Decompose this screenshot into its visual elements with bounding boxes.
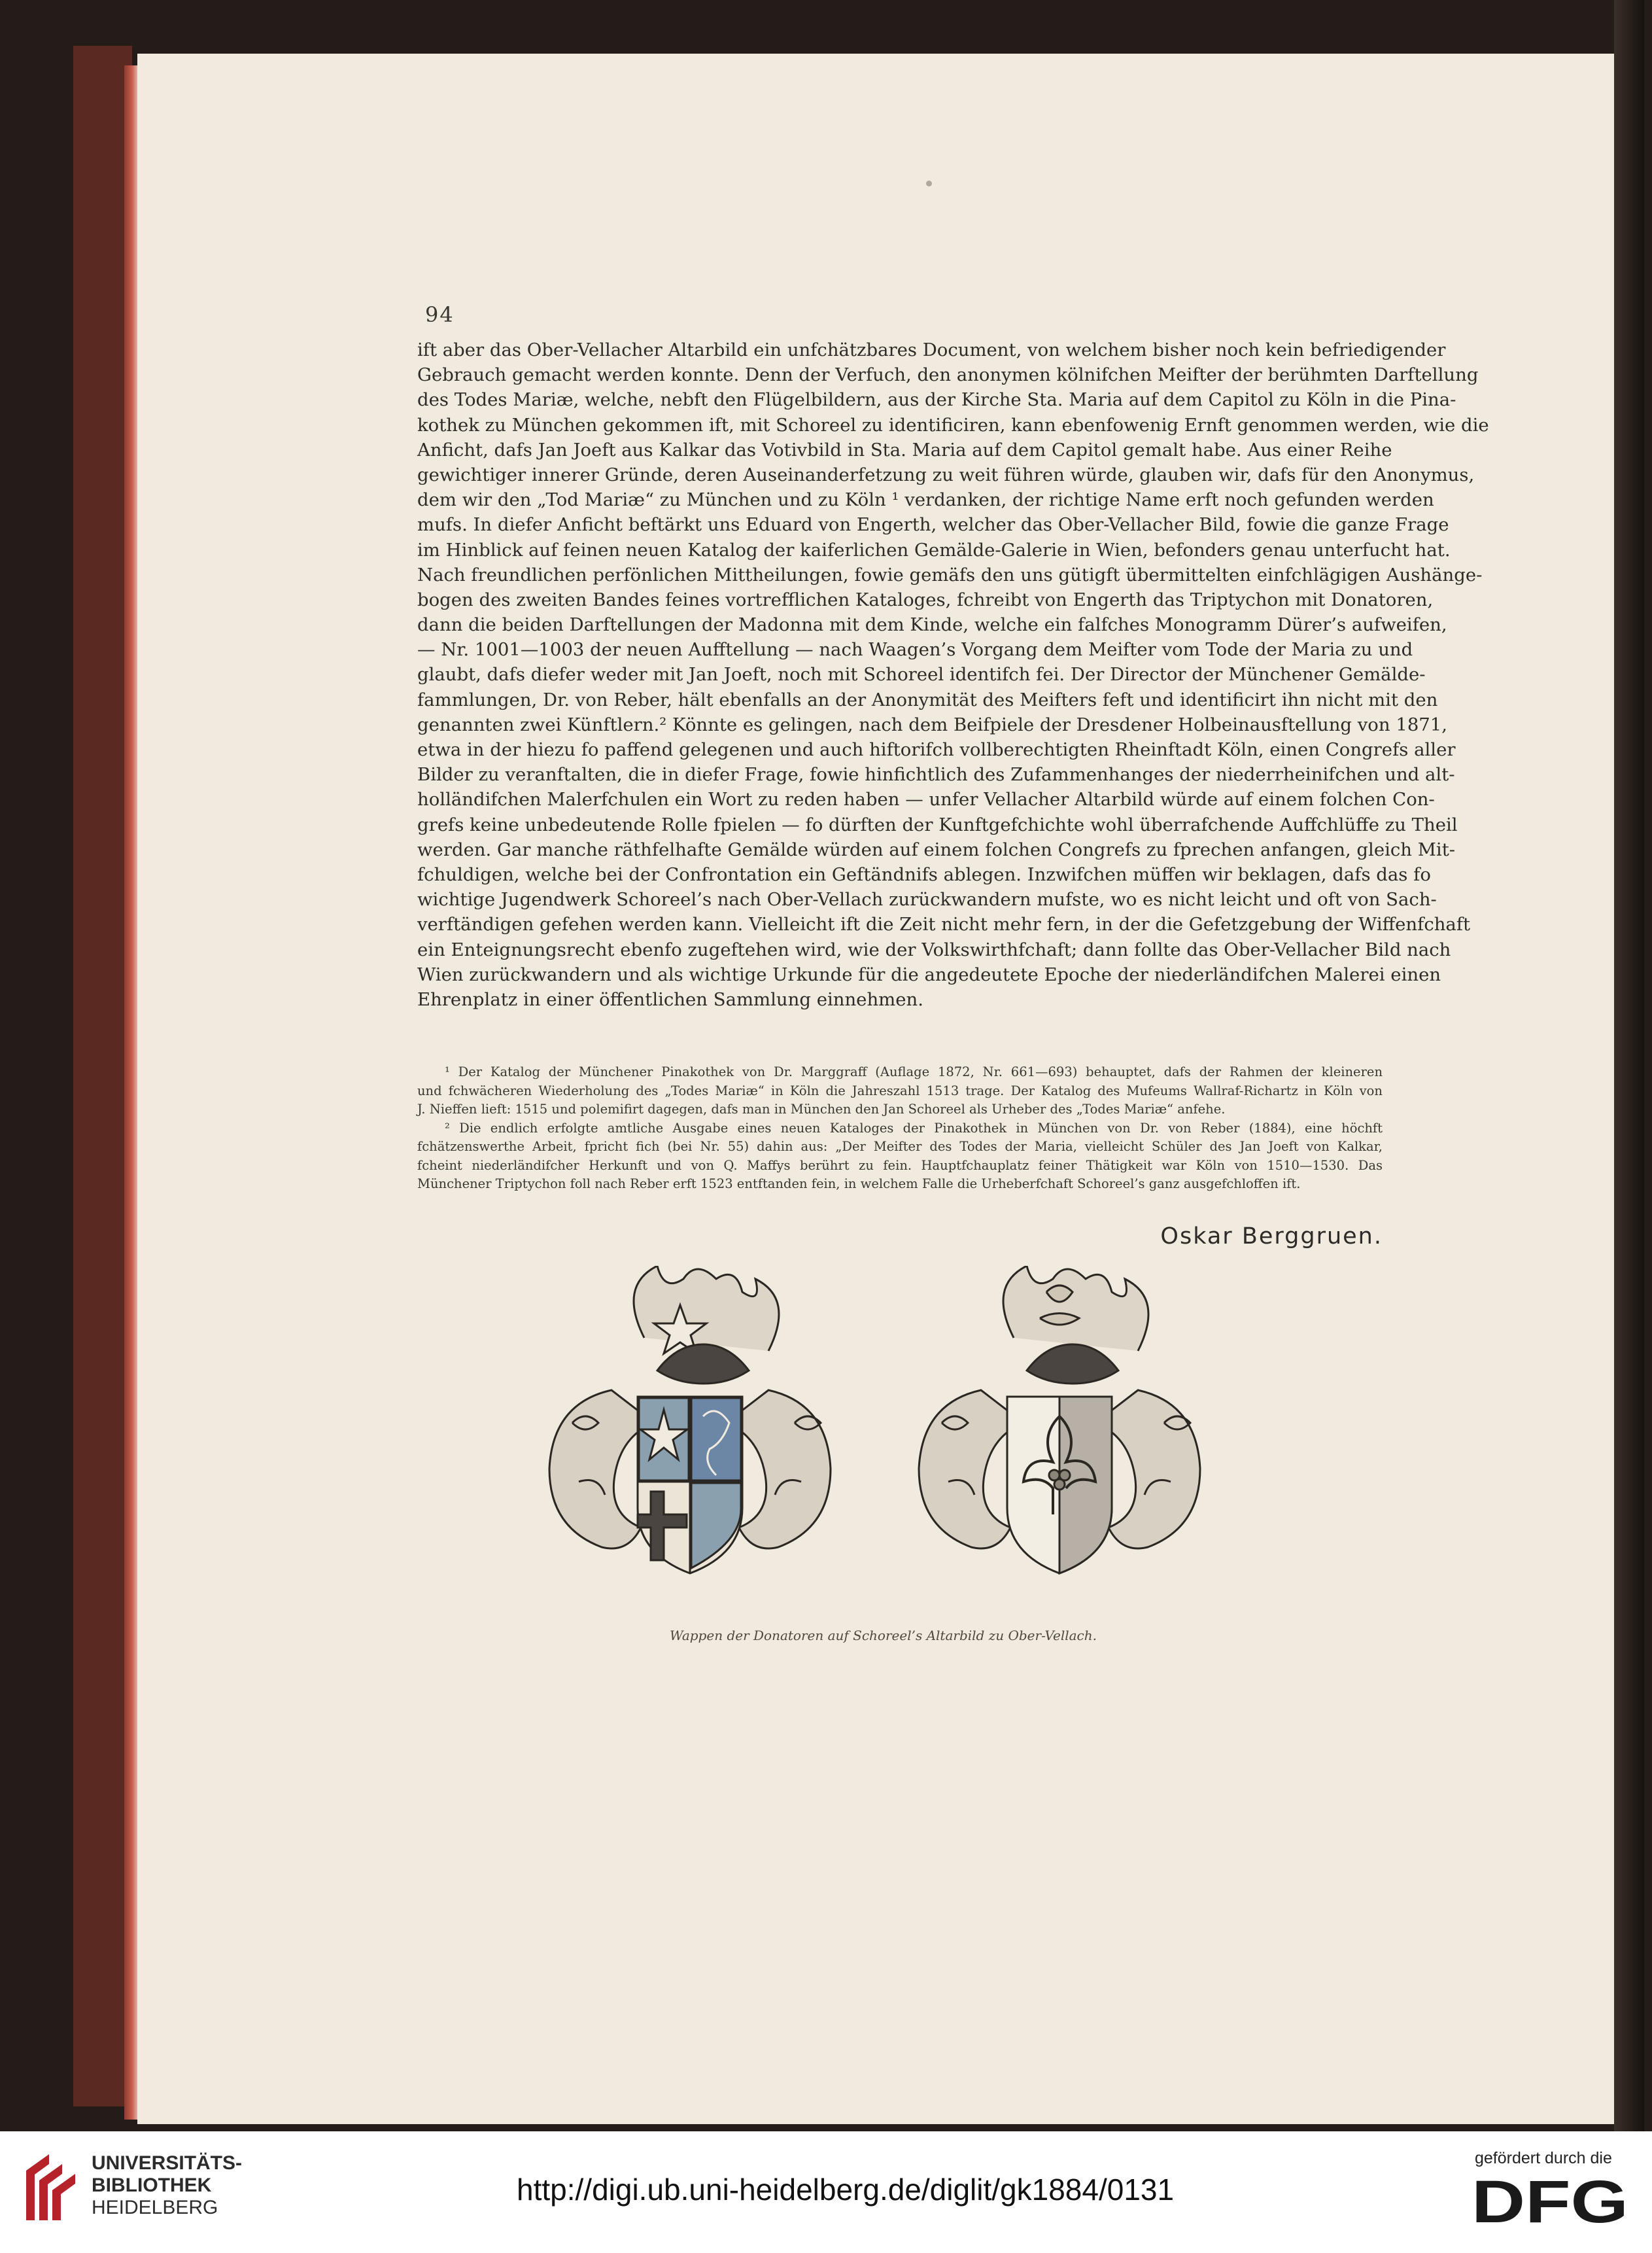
dfg-logo <box>1471 2175 1632 2227</box>
footnote-line: ¹ Der Katalog der Münchener Pinakothek von Dr. Marggraff (Auflage 1872, Nr. 661—693) behauptet, dafs der Rahmen der kleineren <box>445 1064 1383 1079</box>
footnote-line: und fchwächeren Wiederholung des „Todes Mariæ“ in Köln die Jahreszahl 1513 trage. Der Katalog des Mufeums Wallraf-Richartz in Köln von <box>417 1083 1383 1098</box>
dfg-logo-text: DFG <box>1471 2175 1628 2227</box>
footnote-line: ² Die endlich erfolgte amtliche Ausgabe eines neuen Kataloges der Pinakothek in München von Dr. von Reber (1884), eine höchft <box>445 1120 1383 1136</box>
coats-of-arms-illustration <box>546 1266 1216 1613</box>
body-line: Wien zurückwandern und als wichtige Urkunde für die angedeutete Epoche der niederländifchen Malerei einen <box>417 964 1441 985</box>
footnote-line: Münchener Triptychon foll nach Reber erft 1523 entftanden fein, in welchem Falle die Urheberfchaft Schoreel’s ganz ausgefchloffen ift. <box>417 1176 1301 1191</box>
body-line: grefs keine unbedeutende Rolle fpielen — fo dürften der Kunftgefchichte wohl überrafchende Auffchlüffe zu Theil <box>417 814 1458 835</box>
footnotes <box>417 1063 1383 1194</box>
body-line: Gebrauch gemacht werden konnte. Denn der Verfuch, den anonymen kölnifchen Meifter der berühmten Darftellung <box>417 364 1479 386</box>
body-line: Anficht, dafs Jan Joeft aus Kalkar das Votivbild in Sta. Maria auf dem Capitol gemalt habe. Aus einer Reihe <box>417 439 1392 461</box>
body-line: glaubt, dafs diefer weder mit Jan Joeft, noch mit Schoreel identifch fei. Der Director der Münchener Gemälde- <box>417 664 1426 686</box>
page-speck <box>926 181 932 186</box>
body-line: fammlungen, Dr. von Reber, hält ebenfalls an der Anonymität des Meifters feft und identificirt ihn nicht mit den <box>417 689 1438 710</box>
body-line: ift aber das Ober-Vellacher Altarbild ein unfchätzbares Document, von welchem bisher noch kein befriedigender <box>417 340 1446 360</box>
body-line: dem wir den „Tod Mariæ“ zu München und zu Köln ¹ verdanken, der richtige Name erft noch gefunden werden <box>417 489 1434 511</box>
body-line: verftändigen gefehen werden kann. Vielleicht ift die Zeit nicht mehr fern, in der die Gefetzgebung der Wiffenfchaft <box>417 914 1471 935</box>
illustration-caption: Wappen der Donatoren auf Schoreel’s Altarbild zu Ober-Vellach. <box>670 1628 1097 1643</box>
body-line: mufs. In diefer Anficht beftärkt uns Eduard von Engerth, welcher das Ober-Vellacher Bild, fowie die ganze Frage <box>417 514 1449 536</box>
footnote-line: J. Nieffen lieft: 1515 und polemifirt dagegen, dafs man in München den Jan Schoreel als Urheber des „Todes Mariæ“ anfehe. <box>417 1102 1226 1117</box>
body-line: bogen des zweiten Bandes feines vortrefflichen Kataloges, fchreibt von Engerth das Triptychon mit Donatoren, <box>417 589 1434 610</box>
body-line: ein Enteignungsrecht ebenfo zugeftehen wird, wie der Volkswirthfchaft; dann follte das Ober-Vellacher Bild nach <box>417 939 1451 960</box>
library-name <box>92 2152 242 2219</box>
footnote-line: fcheint niederländifcher Herkunft und von Q. Maffys berührt zu fein. Hauptfchauplatz feiner Thätigkeit war Köln von 1510—1530. Das <box>417 1157 1383 1173</box>
body-line: genannten zwei Künftlern.² Könnte es gelingen, nach dem Beifpiele der Dresdener Holbeinausftellung von 1871, <box>417 714 1448 735</box>
author-signature: Oskar Berggruen. <box>1160 1223 1383 1249</box>
body-line: fchuldigen, welche bei der Confrontation ein Geftändnifs ablegen. Inzwifchen müffen wir beklagen, dafs das fo <box>417 864 1431 885</box>
library-name-line: BIBLIOTHEK <box>92 2174 212 2196</box>
book-cover-edge <box>73 46 132 2106</box>
body-line: — Nr. 1001—1003 der neuen Aufftellung — nach Waagen’s Vorgang dem Meifter vom Tode der Maria zu und <box>417 639 1413 661</box>
page-right-shadow <box>1614 0 1644 2131</box>
library-name-line: HEIDELBERG <box>92 2197 218 2218</box>
coat-of-arms-left <box>549 1266 831 1573</box>
body-line: holländifchen Malerfchulen ein Wort zu reden haben — unfer Vellacher Altarbild würde auf einem folchen Con- <box>417 789 1435 811</box>
funded-by-label: gefördert durch die <box>1475 2149 1612 2167</box>
body-line: Ehrenplatz in einer öffentlichen Sammlung einnehmen. <box>417 988 923 1010</box>
body-text <box>417 338 1489 1012</box>
body-line: dann die beiden Darftellungen der Madonna mit dem Kinde, welche ein falfches Monogramm Dürer’s aufweifen, <box>417 614 1447 636</box>
footnote-line: fchätzenswerthe Arbeit, fpricht fich (bei Nr. 55) dahin aus: „Der Meifter des Todes der Maria, vielleicht Schüler des Jan Joeft von Kalkar, <box>417 1139 1383 1154</box>
library-name-line: UNIVERSITÄTS- <box>92 2152 243 2174</box>
library-logo-icon <box>20 2148 82 2229</box>
body-line: gewichtiger innerer Gründe, deren Auseinanderfetzung zu weit führen würde, glauben wir, dafs für den Anonymus, <box>417 464 1475 485</box>
body-line: wichtige Jugendwerk Schoreel’s nach Ober-Vellach zurückwandern mufste, wo es nicht leicht und oft von Sach- <box>417 889 1437 911</box>
body-line: werden. Gar manche räthfelhafte Gemälde würden auf einem folchen Congrefs zu fprechen anfangen, gleich Mit- <box>417 839 1456 860</box>
permalink-url[interactable]: http://digi.ub.uni-heidelberg.de/diglit/gk1884/0131 <box>517 2173 1175 2207</box>
page-number: 94 <box>425 302 455 327</box>
body-line: kothek zu München gekommen ift, mit Schoreel zu identificiren, kann ebenfowenig Ernft genommen werden, wie die <box>417 414 1489 436</box>
coat-of-arms-right <box>919 1266 1200 1573</box>
body-line: im Hinblick auf feinen neuen Katalog der kaiferlichen Gemälde-Galerie in Wien, befonders genau unterfucht hat. <box>417 539 1451 561</box>
body-line: des Todes Mariæ, welche, nebft den Flügelbildern, aus der Kirche Sta. Maria auf dem Capitol zu Köln in die Pina- <box>417 389 1456 411</box>
body-line: Nach freundlichen perfönlichen Mittheilungen, fowie gemäfs den uns gütigft übermittelten einfchlägigen Aushänge- <box>417 564 1483 585</box>
body-line: Bilder zu veranftalten, die in diefer Frage, fowie hinfichtlich des Zufammenhanges der niederrheinifchen und alt- <box>417 764 1455 786</box>
body-line: etwa in der hiezu fo paffend gelegenen und auch hiftorifch vollberechtigten Rheinftadt Köln, einen Congrefs aller <box>417 739 1456 760</box>
